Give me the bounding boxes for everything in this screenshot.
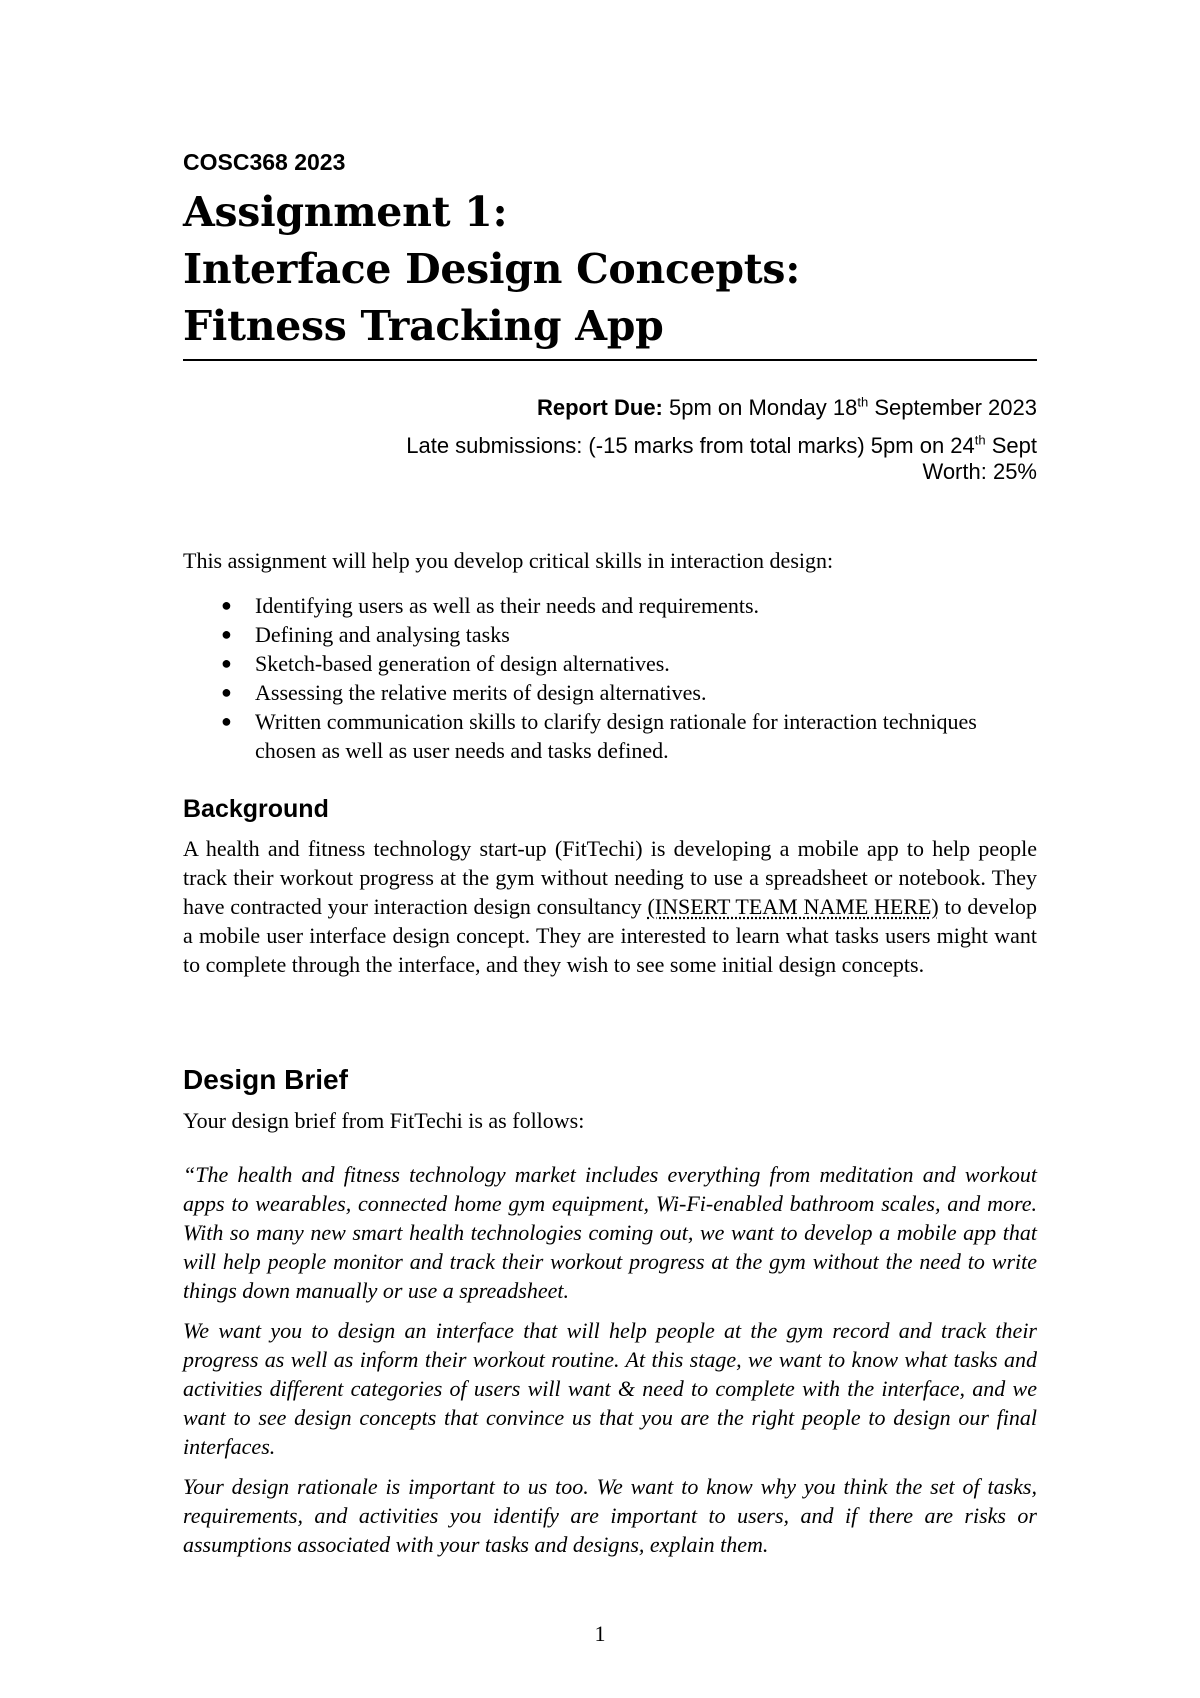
report-due-date: 5pm on Monday 18	[669, 395, 858, 420]
list-item: ● Sketch-based generation of design alternatives.	[221, 651, 670, 676]
title-divider	[183, 359, 1037, 361]
list-item: ● Defining and analysing tasks	[221, 622, 510, 647]
brief-quote-paragraph-2: We want you to design an interface that will help people at the gym record and track their progress as well as inform their workout routine. At this stage, we want to know what tasks and activities different categories of users will want & need to complete with the interface, and we want to see design concepts that convince us that you are the right people to design our final interfaces.	[183, 1318, 1037, 1459]
late-submissions-sup: th	[974, 432, 986, 448]
list-item: ● Identifying users as well as their needs and requirements.	[221, 593, 760, 618]
brief-quote-paragraph-3: Your design rationale is important to us too. We want to know why you think the set of tasks, requirements, and activities you identify are important to users, and if there are risks or assumptions associated with your tasks and designs, explain them.	[183, 1474, 1037, 1557]
late-submissions-suffix: Sept	[991, 433, 1037, 458]
bullet-icon: ●	[221, 711, 232, 731]
title-line-1: Assignment 1:	[183, 188, 508, 236]
title-line-2: Interface Design Concepts:	[183, 245, 801, 293]
list-item: ● Written communication skills to clarify design rationale for interaction techniques chosen as well as user needs and tasks defined.	[221, 709, 977, 763]
bullet-icon: ●	[221, 653, 232, 673]
late-submissions-text: Late submissions: (-15 marks from total marks) 5pm on 24	[406, 433, 975, 458]
brief-quote-paragraph-1: “The health and fitness technology market includes everything from meditation and workout apps to wearables, connected home gym equipment, Wi-Fi-enabled bathroom scales, and more. With so many new smart health technologies coming out, we want to develop a mobile app that will help people monitor and track their workout progress at the gym without the need to write things down manually or use a spreadsheet.	[183, 1162, 1037, 1303]
course-code: COSC368 2023	[183, 149, 346, 175]
skills-list	[183, 591, 1037, 765]
worth-line: Worth: 25%	[922, 459, 1037, 484]
design-brief-intro: Your design brief from FitTechi is as follows:	[183, 1108, 585, 1133]
page-number: 1	[594, 1621, 606, 1646]
background-paragraph: A health and fitness technology start-up (FitTechi) is developing a mobile app to help people track their workout progress at the gym without needing to use a spreadsheet or notebook. They have contracted your interaction design consultancy (INSERT TEAM NAME HERE) to develop a mobile user interface design concept. They are interested to learn what tasks users might want to complete through the interface, and they wish to see some initial design concepts.	[183, 836, 1037, 977]
due-info	[406, 395, 1037, 485]
assignment-title	[183, 184, 1037, 355]
report-due-date-suffix: September 2023	[874, 395, 1037, 420]
late-submissions-line	[406, 433, 1037, 459]
background-heading: Background	[183, 795, 329, 823]
bullet-icon: ●	[221, 682, 232, 702]
bullet-icon: ●	[221, 624, 232, 644]
report-due-date-sup: th	[857, 394, 869, 410]
list-item: ● Assessing the relative merits of design alternatives.	[221, 680, 707, 705]
report-due-label: Report Due:	[537, 395, 663, 420]
design-brief-heading: Design Brief	[183, 1064, 348, 1095]
intro-text: This assignment will help you develop critical skills in interaction design:	[183, 548, 834, 573]
team-name-placeholder: (INSERT TEAM NAME HERE)	[647, 894, 939, 919]
bullet-icon: ●	[221, 595, 232, 615]
title-line-3: Fitness Tracking App	[183, 302, 664, 350]
report-due-line	[406, 395, 1037, 421]
